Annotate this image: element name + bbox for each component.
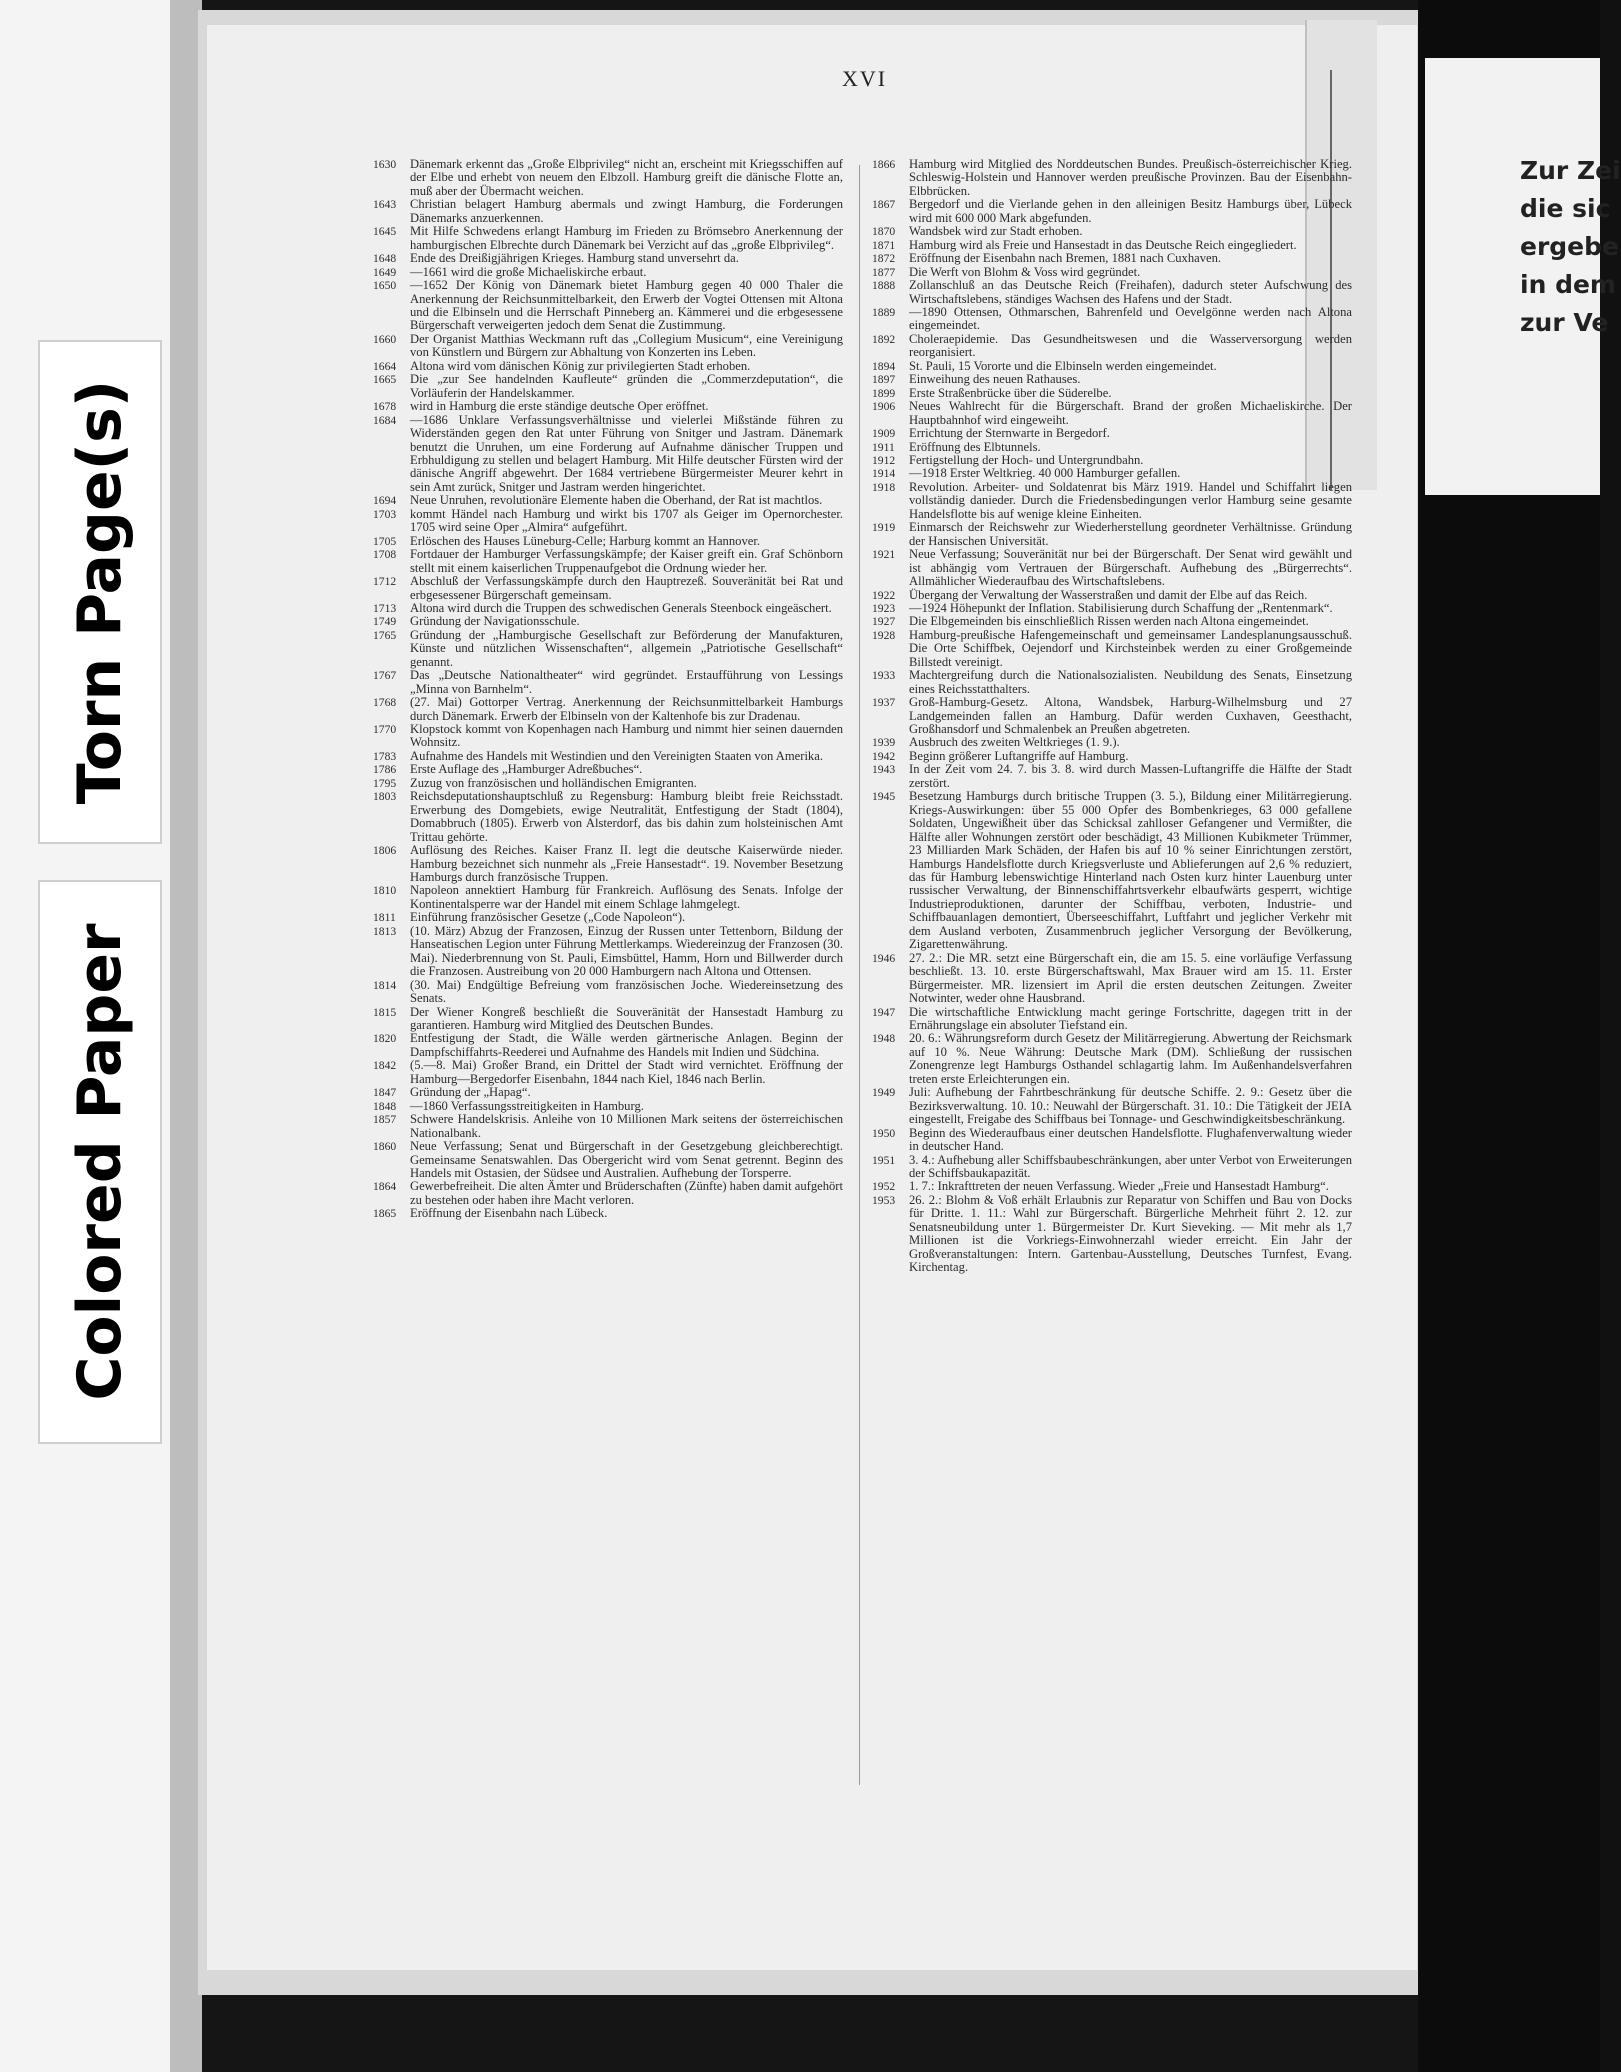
chronology-entry bbox=[373, 1207, 843, 1220]
entry-text: 26. 2.: Blohm & Voß erhält Erlaubnis zur Reparatur von Schiffen und Bau von Docks für Dritte. 1. 11.: Wahl zur Bürgerschaft. Bürgerliche Mehrheit führt 2. 12. zur Senatsneubildung unter 1. Bürgermeister Dr. Kurt Sieveking. — Mit mehr als 1,7 Millionen ist die Vorkriegs-Einwohnerzahl wieder erreicht. Ein Jahr der Großveranstaltungen: Intern. Gartenbau-Ausstellung, Deutsches Turnfest, Evang. Kirchentag. bbox=[909, 1192, 1352, 1275]
entry-text: (5.—8. Mai) Großer Brand, ein Drittel der Stadt wird vernichtet. Eröffnung der Hamburg—Bergedorfer Eisenbahn, 1844 nach Kiel, 1846 nach Berlin. bbox=[410, 1058, 843, 1086]
chronology-entry bbox=[872, 736, 1352, 749]
entry-text: 3. 4.: Aufhebung aller Schiffsbaubeschränkungen, aber unter Verbot von Erweiterungen der Schiffsbaukapazität. bbox=[909, 1152, 1352, 1180]
entry-text: Ende des Dreißigjährigen Krieges. Hamburg stand unversehrt da. bbox=[410, 251, 739, 266]
entry-text: Ausbruch des zweiten Weltkrieges (1. 9.). bbox=[909, 735, 1120, 750]
entry-text: —1890 Ottensen, Othmarschen, Bahrenfeld und Oevelgönne werden nach Altona eingemeindet. bbox=[909, 304, 1352, 333]
chronology-entry bbox=[872, 548, 1352, 588]
entry-year: 1871 bbox=[872, 238, 896, 252]
chronology-entry bbox=[373, 1032, 843, 1059]
entry-year: 1947 bbox=[872, 1005, 896, 1019]
chronology-entry bbox=[872, 629, 1352, 669]
entry-year: 1665 bbox=[373, 373, 397, 387]
chronology-entry bbox=[872, 750, 1352, 763]
entry-text: Wandsbek wird zur Stadt erhoben. bbox=[909, 224, 1083, 239]
entry-year: 1949 bbox=[872, 1086, 896, 1100]
entry-text: (27. Mai) Gottorper Vertrag. Anerkennung der Reichsunmittelbarkeit Hamburgs durch Dänemark. Erwerb der Elbinseln von der Kaltenhofe bis zur Dradenau. bbox=[410, 695, 843, 723]
entry-text: kommt Händel nach Hamburg und wirkt bis 1707 als Geiger im Opernorchester. 1705 wird seine Oper „Almira“ aufgeführt. bbox=[410, 506, 843, 535]
chronology-entry bbox=[872, 454, 1352, 467]
chronology-entry bbox=[373, 1140, 843, 1180]
entry-text: (30. Mai) Endgültige Befreiung vom französischen Joche. Wiedereinsetzung des Senats. bbox=[410, 977, 843, 1006]
entry-text: (10. März) Abzug der Franzosen, Einzug der Russen unter Tettenborn, Bildung der Hanseatischen Legion unter Führung Mettlerkamps. Wiedereinzug der Franzosen (30. Mai). Niederbrennung von St. Pauli, Eimsbüttel, Hamm, Horn und Billwerder durch die Franzosen. Austreibung von 20 000 Hamburgern nach Altona und Ottensen. bbox=[410, 923, 843, 979]
torn-pages-label: Torn Page(s) bbox=[65, 379, 135, 805]
chronology-entry bbox=[373, 400, 843, 413]
chronology-entry bbox=[373, 615, 843, 628]
chronology-entry bbox=[373, 158, 843, 198]
entry-year: 1705 bbox=[373, 534, 397, 548]
chronology-entry bbox=[373, 1006, 843, 1033]
chronology-entry bbox=[373, 911, 843, 924]
entry-year: 1946 bbox=[872, 951, 896, 965]
chronology-entry bbox=[872, 333, 1352, 360]
entry-text: Eröffnung des Elbtunnels. bbox=[909, 439, 1041, 454]
chronology-entry bbox=[872, 279, 1352, 306]
chronology-entry bbox=[373, 925, 843, 979]
entry-text: Auflösung des Reiches. Kaiser Franz II. legt die deutsche Kaiserwürde nieder. Hamburg bezeichnet sich nunmehr als „Freie Hansestadt“. 19. November Besetzung Hamburgs durch französische Truppen. bbox=[410, 843, 843, 885]
chronology-entry bbox=[373, 669, 843, 696]
entry-text: Erste Auflage des „Hamburger Adreßbuches“. bbox=[410, 762, 643, 777]
entry-year: 1643 bbox=[373, 198, 397, 212]
entry-text: Altona wird durch die Truppen des schwedischen Generals Steenbock eingeäschert. bbox=[410, 600, 832, 615]
entry-text: Gründung der „Hamburgische Gesellschaft zur Beförderung der Manufakturen, Künste und nützlichen Wissenschaften“, allgemein „Patriotische Gesellschaft“ genannt. bbox=[410, 627, 843, 669]
entry-text: Revolution. Arbeiter- und Soldatenrat bis März 1919. Handel und Schiffahrt liegen vollständig danieder. Durch die Friedensbedingungen verlor Hamburg seine gesamte Handelsflotte bis auf wenige kleine Einheiten. bbox=[909, 479, 1352, 521]
chronology-entry bbox=[872, 225, 1352, 238]
entry-text: Groß-Hamburg-Gesetz. Altona, Wandsbek, Harburg-Wilhelmsburg und 27 Landgemeinden fallen an Hamburg. Dafür werden Cuxhaven, Geesthacht, Großhansdorf und Schmalenbek an Preußen abgetreten. bbox=[909, 695, 1352, 737]
left-column bbox=[373, 158, 843, 1221]
entry-text: Hamburg wird Mitglied des Norddeutschen Bundes. Preußisch-österreichischer Krieg. Schleswig-Holstein und Hannover werden preußische Provinzen. Bau der Eisenbahn-Elbbrücken. bbox=[909, 157, 1352, 198]
entry-year: 1713 bbox=[373, 601, 397, 615]
chronology-entry bbox=[872, 306, 1352, 333]
chronology-entry bbox=[373, 279, 843, 333]
entry-year: 1872 bbox=[872, 252, 896, 266]
entry-text: Beginn des Wiederaufbaus einer deutschen Handelsflotte. Flughafenverwaltung wieder in deutscher Hand. bbox=[909, 1125, 1352, 1154]
entry-year: 1919 bbox=[872, 521, 896, 535]
entry-text: Dänemark erkennt das „Große Elbprivileg“ nicht an, erscheint mit Kriegsschiffen auf der Elbe und erhebt von neuem den Elbzoll. Hamburg greift die dänische Flotte an, muß aber der Übermacht weichen. bbox=[410, 157, 843, 198]
right-column bbox=[872, 158, 1352, 1275]
entry-year: 1923 bbox=[872, 601, 896, 615]
chronology-entry bbox=[872, 252, 1352, 265]
entry-text: St. Pauli, 15 Vororte und die Elbinseln werden eingemeindet. bbox=[909, 358, 1217, 373]
entry-year: 1650 bbox=[373, 279, 397, 293]
chronology-entry bbox=[872, 1194, 1352, 1275]
entry-year: 1918 bbox=[872, 480, 896, 494]
entry-text: Einführung französischer Gesetze („Code Napoleon“). bbox=[410, 910, 686, 925]
entry-text: Neues Wahlrecht für die Bürgerschaft. Brand der großen Michaeliskirche. Der Hauptbahnhof wird eingeweiht. bbox=[909, 399, 1352, 427]
entry-text: Besetzung Hamburgs durch britische Truppen (3. 5.), Bildung einer Militärregierung. Kriegs-Auswirkungen: über 55 000 Opfer des Bombenkrieges, 63 000 gefallene Soldaten, Ungewißheit über das Schicksal zahlloser Gefangener und Vermißter, die Hälfte aller Wohnungen zerstört oder beschädigt, 43 Millionen Kubikmeter Trümmer, 23 Milliarden Mark Schäden, der Hafen bis auf 10 % seiner Einrichtungen zerstört, Hamburgs Handelsflotte durch Kriegsverluste und Ablieferungen auf 2,6 % reduziert, das für Hamburg lebenswichtige Hinterland nach Osten kurz hinter Lauenburg unter russischer Verwaltung, der Binnenschiffahrtsverkehr elbaufwärts gesperrt, wichtige Industrieproduktionen, darunter der Schiffbau, verboten, Industrie- und Schiffbauanlagen demontiert, Überseeschiffahrt, Luftfahrt und jeglicher Verkehr mit dem Ausland verboten, Zusammenbruch jeglicher Versorgung der Bevölkerung, Zigarettenwährung. bbox=[909, 789, 1352, 952]
entry-year: 1950 bbox=[872, 1126, 896, 1140]
entry-text: Bergedorf und die Vierlande gehen in den alleinigen Besitz Hamburgs über, Lübeck wird mit 600 000 Mark abgefunden. bbox=[909, 197, 1352, 225]
entry-year: 1943 bbox=[872, 763, 896, 777]
chronology-entry bbox=[373, 252, 843, 265]
chronology-entry bbox=[872, 1154, 1352, 1181]
entry-year: 1865 bbox=[373, 1207, 397, 1221]
entry-text: Hamburg-preußische Hafengemeinschaft und gemeinsamer Landesplanungsausschuß. Die Orte Schiffbek, Oejendorf und Kirchsteinbek werden zu einer Großgemeinde Billstedt vereinigt. bbox=[909, 627, 1352, 669]
entry-text: Altona wird vom dänischen König zur privilegierten Stadt erhoben. bbox=[410, 358, 751, 373]
chronology-entry bbox=[872, 589, 1352, 602]
entry-text: wird in Hamburg die erste ständige deutsche Oper eröffnet. bbox=[410, 399, 709, 414]
entry-text: Einmarsch der Reichswehr zur Wiederherstellung geordneter Verhältnisse. Gründung der Hansischen Universität. bbox=[909, 520, 1352, 548]
chronology-entry bbox=[373, 750, 843, 763]
chronology-entry bbox=[373, 1059, 843, 1086]
chronology-entry bbox=[373, 225, 843, 252]
entry-year: 1889 bbox=[872, 305, 896, 319]
chronology-entry bbox=[373, 723, 843, 750]
entry-text: —1924 Höhepunkt der Inflation. Stabilisierung durch Schaffung der „Rentenmark“. bbox=[909, 600, 1333, 615]
chronology-entry bbox=[872, 602, 1352, 615]
entry-year: 1765 bbox=[373, 628, 397, 642]
entry-year: 1810 bbox=[373, 884, 397, 898]
entry-year: 1768 bbox=[373, 696, 397, 710]
entry-text: Aufnahme des Handels mit Westindien und den Vereinigten Staaten von Amerika. bbox=[410, 748, 823, 763]
chronology-entry bbox=[373, 575, 843, 602]
entry-text: Schwere Handelskrisis. Anleihe von 10 Millionen Mark seitens der österreichischen Nationalbank. bbox=[410, 1112, 843, 1140]
entry-year: 1933 bbox=[872, 669, 896, 683]
entry-year: 1897 bbox=[872, 373, 896, 387]
entry-text: Klopstock kommt von Kopenhagen nach Hamburg und nimmt hier seinen dauernden Wohnsitz. bbox=[410, 722, 843, 750]
chronology-entry bbox=[373, 508, 843, 535]
entry-year: 1945 bbox=[872, 790, 896, 804]
entry-year: 1684 bbox=[373, 413, 397, 427]
entry-text: Juli: Aufhebung der Fahrtbeschränkung für deutsche Schiffe. 2. 9.: Gesetz über die Bezirksverwaltung. 10. 10.: Neuwahl der Bürgerschaft. 31. 10.: Die Tätigkeit der JEIA eingestellt, Freigabe des Schiffbaus bei Tonnage- und Geschwindigkeitsbeschränkung. bbox=[909, 1085, 1352, 1127]
chronology-entry bbox=[872, 615, 1352, 628]
entry-year: 1914 bbox=[872, 467, 896, 481]
entry-text: Christian belagert Hamburg abermals und zwingt Hamburg, die Forderungen Dänemarks anzuerkennen. bbox=[410, 197, 843, 225]
entry-year: 1694 bbox=[373, 494, 397, 508]
chronology-entry bbox=[872, 1180, 1352, 1193]
entry-year: 1767 bbox=[373, 669, 397, 683]
entry-year: 1649 bbox=[373, 265, 397, 279]
entry-text: Abschluß der Verfassungskämpfe durch den Hauptrezeß. Souveränität bei Rat und erbgesessener Bürgerschaft gemeinsam. bbox=[410, 574, 843, 602]
entry-year: 1860 bbox=[373, 1140, 397, 1154]
chronology-entry bbox=[872, 198, 1352, 225]
entry-text: Eröffnung der Eisenbahn nach Bremen, 1881 nach Cuxhaven. bbox=[909, 251, 1222, 266]
entry-year: 1928 bbox=[872, 628, 896, 642]
entry-text: Erlöschen des Hauses Lüneburg-Celle; Harburg kommt an Hannover. bbox=[410, 533, 760, 548]
entry-year: 1877 bbox=[872, 265, 896, 279]
chronology-entry bbox=[373, 790, 843, 844]
entry-text: Neue Verfassung; Souveränität nur bei der Bürgerschaft. Der Senat wird gewählt und ist abhängig vom Vertrauen der Bürgerschaft. Aufhebung des „Bürgerrechts“. Allmählicher Wiederaufbau des Wirtschaftslebens. bbox=[909, 547, 1352, 589]
entry-text: Eröffnung der Eisenbahn nach Lübeck. bbox=[410, 1206, 608, 1221]
chronology-entry bbox=[872, 387, 1352, 400]
entry-year: 1906 bbox=[872, 400, 896, 414]
entry-text: Mit Hilfe Schwedens erlangt Hamburg im Frieden zu Brömsebro Anerkennung der hamburgischen Elbrechte durch Dänemark bei Verzicht auf das „große Elbprivileg“. bbox=[410, 224, 843, 252]
colored-paper-target bbox=[38, 880, 162, 1444]
chronology-entry bbox=[872, 1127, 1352, 1154]
entry-text: Die wirtschaftliche Entwicklung macht geringe Fortschritte, dagegen tritt in der Ernährungslage ein absoluter Tiefstand ein. bbox=[909, 1004, 1352, 1032]
entry-year: 1922 bbox=[872, 588, 896, 602]
chronology-entry bbox=[373, 548, 843, 575]
entry-year: 1952 bbox=[872, 1180, 896, 1194]
chronology-entry bbox=[373, 333, 843, 360]
entry-year: 1867 bbox=[872, 198, 896, 212]
chronology-entry bbox=[872, 696, 1352, 736]
entry-text: —1686 Unklare Verfassungsverhältnisse und vielerlei Mißstände führen zu Widerständen gegen den Rat unter Führung von Snitger und Jastram. Dänemark benutzt die Unruhen, um eine Forderung auf Aufnahme dänischer Truppen und Erbhuldigung zu stellen und belagert Hamburg. Mit Hilfe deutscher Fürsten wird der dänische Angriff abgewehrt. Der 1684 vertriebene Bürgermeister Meurer kehrt in sein Amt zurück, Snitger und Jastram werden hingerichtet. bbox=[410, 412, 843, 494]
entry-text: Neue Verfassung; Senat und Bürgerschaft in der Gesetzgebung gleichberechtigt. Gemeinsame Senatswahlen. Das Obergericht wird vom Senat getrennt. Beginn des Handels mit Ostasien, der Südsee und Australien. Aufhebung der Torsperre. bbox=[410, 1139, 843, 1180]
entry-year: 1899 bbox=[872, 386, 896, 400]
entry-year: 1848 bbox=[373, 1099, 397, 1113]
entry-text: Der Organist Matthias Weckmann ruft das „Collegium Musicum“, eine Vereinigung von Künstlern und Bürgern zur Abhaltung von Konzerten ins Leben. bbox=[410, 331, 843, 360]
entry-year: 1842 bbox=[373, 1059, 397, 1073]
chronology-entry bbox=[373, 198, 843, 225]
entry-year: 1703 bbox=[373, 507, 397, 521]
entry-text: Zuzug von französischen und holländischen Emigranten. bbox=[410, 775, 697, 790]
entry-year: 1811 bbox=[373, 911, 396, 925]
column-divider bbox=[859, 165, 860, 1785]
entry-year: 1939 bbox=[872, 736, 896, 750]
colored-paper-label: Colored Paper bbox=[65, 923, 135, 1401]
entry-year: 1937 bbox=[872, 696, 896, 710]
entry-text: Die Elbgemeinden bis einschließlich Rissen werden nach Altona eingemeindet. bbox=[909, 614, 1309, 629]
entry-text: Reichsdeputationshauptschluß zu Regensburg: Hamburg bleibt freie Reichsstadt. Erwerbung des Domgebiets, ewige Neutralität, Entfestigung der Stadt (1804), Domabbruch (1805). Erwerb von Alsterdorf, das bis dahin zum holsteinischen Amt Trittau gehörte. bbox=[410, 789, 843, 844]
chronology-entry bbox=[373, 696, 843, 723]
entry-text: Das „Deutsche Nationaltheater“ wird gegründet. Erstaufführung von Lessings „Minna von Barnhelm“. bbox=[410, 668, 843, 696]
entry-text: Die Werft von Blohm & Voss wird gegründet. bbox=[909, 264, 1141, 279]
chronology-entry bbox=[872, 1032, 1352, 1086]
entry-year: 1786 bbox=[373, 763, 397, 777]
entry-year: 1814 bbox=[373, 978, 397, 992]
entry-year: 1847 bbox=[373, 1086, 397, 1100]
entry-year: 1770 bbox=[373, 723, 397, 737]
entry-year: 1927 bbox=[872, 615, 896, 629]
chronology-entry bbox=[373, 777, 843, 790]
chronology-entry bbox=[872, 1006, 1352, 1033]
chronology-entry bbox=[872, 427, 1352, 440]
entry-year: 1951 bbox=[872, 1153, 896, 1167]
entry-year: 1806 bbox=[373, 844, 397, 858]
entry-year: 1795 bbox=[373, 776, 397, 790]
entry-text: Der Wiener Kongreß beschließt die Souveränität der Hansestadt Hamburg zu garantieren. Hamburg wird Mitglied des Deutschen Bundes. bbox=[410, 1004, 843, 1032]
entry-year: 1942 bbox=[872, 749, 896, 763]
chronology-entry bbox=[373, 360, 843, 373]
entry-year: 1894 bbox=[872, 359, 896, 373]
entry-year: 1866 bbox=[872, 158, 896, 171]
entry-year: 1749 bbox=[373, 615, 397, 629]
entry-text: 1. 7.: Inkrafttreten der neuen Verfassung. Wieder „Freie und Hansestadt Hamburg“. bbox=[909, 1179, 1329, 1194]
entry-text: Erste Straßenbrücke über die Süderelbe. bbox=[909, 385, 1112, 400]
chronology-entry bbox=[872, 441, 1352, 454]
entry-year: 1888 bbox=[872, 279, 896, 293]
chronology-entry bbox=[373, 266, 843, 279]
chronology-entry bbox=[872, 400, 1352, 427]
entry-text: Zollanschluß an das Deutsche Reich (Freihafen), dadurch steter Aufschwung des Wirtschaftslebens, ständiges Wachsen des Hafens und der Stadt. bbox=[909, 278, 1352, 306]
entry-text: —1652 Der König von Dänemark bietet Hamburg gegen 40 000 Thaler die Anerkennung der Reichsunmittelbarkeit, den Erwerb der Vogtei Ottensen mit Altona und die Elbinseln und die Herrschaft Pinneberg an. Kämmerei und die erbgesessene Bürgerschaft verweigerten jedoch dem Senat die Zustimmung. bbox=[410, 278, 843, 333]
entry-year: 1864 bbox=[373, 1180, 397, 1194]
entry-year: 1630 bbox=[373, 158, 397, 171]
entry-text: Einweihung des neuen Rathauses. bbox=[909, 372, 1081, 387]
entry-text: Gründung der „Hapag“. bbox=[410, 1085, 531, 1100]
chronology-entry bbox=[872, 1086, 1352, 1126]
chronology-entry bbox=[872, 158, 1352, 198]
chronology-entry bbox=[373, 535, 843, 548]
chronology-entry bbox=[373, 629, 843, 669]
torn-pages-target bbox=[38, 340, 162, 844]
entry-year: 1648 bbox=[373, 252, 397, 266]
entry-text: Gründung der Navigationsschule. bbox=[410, 614, 580, 629]
entry-text: 20. 6.: Währungsreform durch Gesetz der Militärregierung. Abwertung der Reichsmark auf 10 %. Neue Währung: Deutsche Mark (DM). Schließung der russischen Zonengrenze legt Hamburgs Osthandel schlagartig lahm. Im Außenhandelsverfahren treten erste Erleichterungen ein. bbox=[909, 1031, 1352, 1086]
chronology-entry bbox=[872, 239, 1352, 252]
entry-year: 1892 bbox=[872, 332, 896, 346]
chronology-entry bbox=[872, 373, 1352, 386]
chronology-entry bbox=[872, 266, 1352, 279]
chronology-entry bbox=[872, 360, 1352, 373]
chronology-entry bbox=[373, 1100, 843, 1113]
entry-text: Machtergreifung durch die Nationalsozialisten. Neubildung des Senats, Einsetzung eines Reichsstatthalters. bbox=[909, 668, 1352, 696]
chronology-entry bbox=[373, 602, 843, 615]
chronology-entry bbox=[373, 763, 843, 776]
entry-text: Die „zur See handelnden Kaufleute“ gründen die „Commerzdeputation“, die Vorläuferin der Handelskammer. bbox=[410, 372, 843, 400]
chronology-entry bbox=[373, 494, 843, 507]
entry-year: 1813 bbox=[373, 924, 397, 938]
entry-text: —1661 wird die große Michaeliskirche erbaut. bbox=[410, 264, 647, 279]
chronology-entry bbox=[872, 669, 1352, 696]
entry-year: 1909 bbox=[872, 427, 896, 441]
entry-text: Errichtung der Sternwarte in Bergedorf. bbox=[909, 426, 1110, 441]
entry-year: 1645 bbox=[373, 225, 397, 239]
entry-text: Napoleon annektiert Hamburg für Frankreich. Auflösung des Senats. Infolge der Kontinentalsperre war der Handel mit einem Schlage lahmgelegt. bbox=[410, 883, 843, 911]
entry-year: 1815 bbox=[373, 1005, 397, 1019]
chronology-entry bbox=[373, 373, 843, 400]
entry-year: 1912 bbox=[872, 453, 896, 467]
chronology-entry bbox=[872, 790, 1352, 951]
entry-text: Entfestigung der Stadt, die Wälle werden gärtnerische Anlagen. Beginn der Dampfschiffahrts-Reederei und Aufnahme des Handels mit Indien und Südchina. bbox=[410, 1031, 843, 1059]
entry-year: 1678 bbox=[373, 400, 397, 414]
entry-text: Choleraepidemie. Das Gesundheitswesen und die Wasserversorgung werden reorganisiert. bbox=[909, 331, 1352, 360]
entry-text: Fortdauer der Hamburger Verfassungskämpfe; der Kaiser greift ein. Graf Schönborn stellt mit einem kaiserlichen Truppenaufgebot die Ordnung wieder her. bbox=[410, 547, 843, 575]
entry-year: 1712 bbox=[373, 575, 397, 589]
entry-year: 1948 bbox=[872, 1032, 896, 1046]
entry-text: Beginn größerer Luftangriffe auf Hamburg. bbox=[909, 748, 1129, 763]
entry-text: —1918 Erster Weltkrieg. 40 000 Hamburger gefallen. bbox=[909, 466, 1181, 481]
chronology-entry bbox=[373, 844, 843, 884]
entry-year: 1803 bbox=[373, 790, 397, 804]
entry-year: 1857 bbox=[373, 1113, 397, 1127]
adjacent-page-text: Zur Zei die sic ergebe in dem zur Ve bbox=[1520, 156, 1621, 337]
chronology-entry bbox=[373, 979, 843, 1006]
entry-year: 1911 bbox=[872, 440, 895, 454]
entry-text: 27. 2.: Die MR. setzt eine Bürgerschaft ein, die am 15. 5. eine vorläufige Verfassung beschließt. 13. 10. erste Bürgerschaftswahl, Max Brauer wird am 15. 11. Erster Bürgermeister. MR. lizensiert im April die ersten deutschen Zeitungen. Zweiter Notwinter, weder ohne Hausbrand. bbox=[909, 950, 1352, 1006]
chronology-entry bbox=[872, 481, 1352, 521]
chronology-entry bbox=[373, 1113, 843, 1140]
chronology-entry bbox=[373, 1180, 843, 1207]
entry-text: In der Zeit vom 24. 7. bis 3. 8. wird durch Massen-Luftangriffe die Hälfte der Stadt zerstört. bbox=[909, 762, 1352, 790]
entry-year: 1820 bbox=[373, 1032, 397, 1046]
entry-text: Fertigstellung der Hoch- und Untergrundbahn. bbox=[909, 452, 1144, 467]
page-number: XVI bbox=[842, 66, 888, 91]
entry-text: Hamburg wird als Freie und Hansestadt in das Deutsche Reich eingegliedert. bbox=[909, 237, 1297, 252]
entry-year: 1953 bbox=[872, 1193, 896, 1207]
chronology-entry bbox=[872, 763, 1352, 790]
entry-year: 1921 bbox=[872, 548, 896, 562]
entry-text: Übergang der Verwaltung der Wasserstraßen und damit der Elbe auf das Reich. bbox=[909, 587, 1308, 602]
chronology-entry bbox=[373, 1086, 843, 1099]
chronology-entry bbox=[872, 521, 1352, 548]
entry-year: 1660 bbox=[373, 332, 397, 346]
chronology-entry bbox=[373, 414, 843, 495]
chronology-entry bbox=[872, 467, 1352, 480]
entry-year: 1870 bbox=[872, 225, 896, 239]
entry-text: —1860 Verfassungsstreitigkeiten in Hamburg. bbox=[410, 1098, 644, 1113]
entry-text: Neue Unruhen, revolutionäre Elemente haben die Oberhand, der Rat ist machtlos. bbox=[410, 493, 823, 508]
entry-year: 1783 bbox=[373, 749, 397, 763]
chronology-entry bbox=[373, 884, 843, 911]
entry-year: 1664 bbox=[373, 359, 397, 373]
entry-text: Gewerbefreiheit. Die alten Ämter und Brüderschaften (Zünfte) haben damit aufgehört zu bestehen oder haben ihre Macht verloren. bbox=[410, 1179, 843, 1207]
entry-year: 1708 bbox=[373, 548, 397, 562]
chronology-entry bbox=[872, 952, 1352, 1006]
